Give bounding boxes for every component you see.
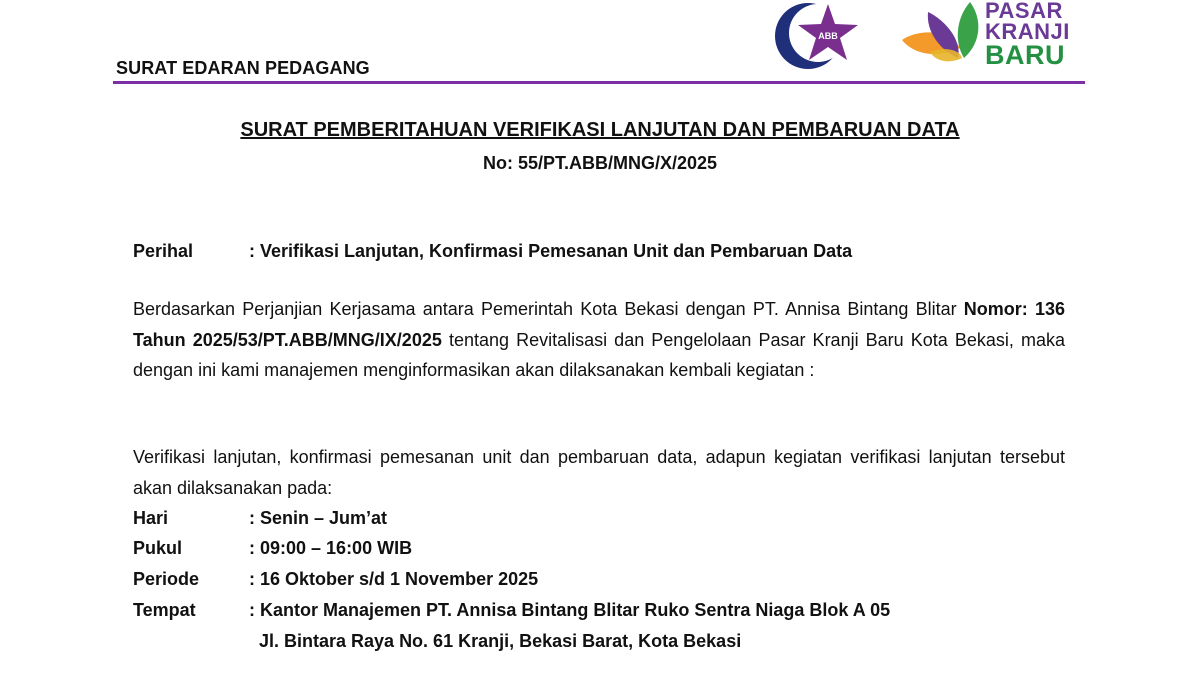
body-paragraph-2: Verifikasi lanjutan, konfirmasi pemesanan unit dan pembaruan data, adapun kegiatan verifikasi lanjutan tersebut akan dilaksanakan pada: bbox=[133, 447, 1065, 498]
abb-logo bbox=[772, 0, 864, 72]
pukul-label: Pukul bbox=[133, 538, 183, 558]
logo-line-kranji: KRANJI bbox=[985, 19, 1070, 44]
pasar-kranji-baru-wordmark bbox=[985, 0, 1070, 68]
abb-logo-text: ABB bbox=[818, 31, 838, 41]
paragraph-1-text-a: Berdasarkan Perjanjian Kerjasama antara Pemerintah Kota Bekasi dengan PT. Annisa Bintang Blitar bbox=[133, 299, 964, 319]
hari-value: : Senin – Jum’at bbox=[249, 508, 388, 528]
agreement-number: Nomor: 136 Tahun 2025/53/PT.ABB/MNG/IX/2025 bbox=[133, 299, 1065, 350]
tempat-label: Tempat bbox=[133, 600, 196, 620]
periode-value: : 16 Oktober s/d 1 November 2025 bbox=[249, 569, 539, 589]
tempat-address: Jl. Bintara Raya No. 61 Kranji, Bekasi Barat, Kota Bekasi bbox=[259, 631, 742, 651]
periode-label: Periode bbox=[133, 569, 200, 589]
hari-label: Hari bbox=[133, 508, 169, 528]
header-label: SURAT EDARAN PEDAGANG bbox=[116, 58, 370, 78]
letter-number: No: 55/PT.ABB/MNG/X/2025 bbox=[482, 153, 718, 173]
perihal-value: : Verifikasi Lanjutan, Konfirmasi Pemesanan Unit dan Pembaruan Data bbox=[249, 241, 853, 261]
logo-line-pasar: PASAR bbox=[985, 0, 1063, 23]
tempat-value: : Kantor Manajemen PT. Annisa Bintang Blitar Ruko Sentra Niaga Blok A 05 bbox=[249, 600, 891, 620]
paragraph-1-text-b: tentang Revitalisasi dan Pengelolaan Pasar Kranji Baru Kota Bekasi, maka dengan ini kami manajemen menginformasikan akan dilaksanakan kembali kegiatan : bbox=[133, 329, 1065, 380]
letter-title: SURAT PEMBERITAHUAN VERIFIKASI LANJUTAN DAN PEMBARUAN DATA bbox=[240, 119, 960, 141]
body-paragraph-1 bbox=[133, 294, 1065, 386]
pukul-value: : 09:00 – 16:00 WIB bbox=[249, 538, 413, 558]
header-divider bbox=[113, 81, 1085, 84]
perihal-label: Perihal bbox=[133, 241, 194, 261]
logo-line-baru: BARU bbox=[985, 40, 1065, 70]
